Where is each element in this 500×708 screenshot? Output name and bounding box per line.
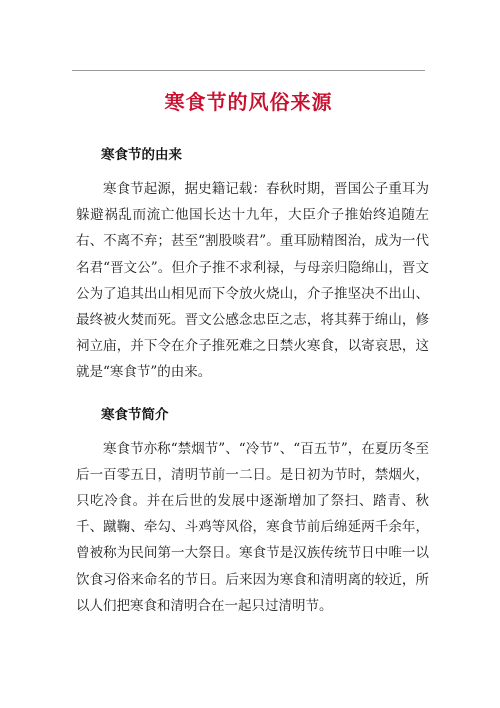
- section-intro: [76, 404, 429, 619]
- document-title: 寒食节的风俗来源: [164, 90, 333, 114]
- document-body: [76, 144, 429, 619]
- section-heading-intro: 寒食节简介: [101, 406, 169, 423]
- section-paragraph-intro: 寒食节亦称“禁烟节”、“冷节”、“百五节”，在夏历冬至后一百零五日，清明节前一二日。是日初为节时，禁烟火，只吃冷食。并在后世的发展中逐渐增加了祭扫、踏青、秋千、蹴鞠、牵勾、斗鸡等风俗，寒食节前后绵延两千余年，曾被称为民间第一大祭日。寒食节是汉族传统节日中唯一以饮食习俗来命名的节日。后来因为寒食和清明离的较近，所以人们把寒食和清明合在一起只过清明节。: [76, 440, 429, 614]
- header-rule: [72, 70, 425, 71]
- section-paragraph-origin: 寒食节起源，据史籍记载：春秋时期，晋国公子重耳为躲避祸乱而流亡他国长达十九年，大臣介子推始终追随左右、不离不弃；甚至“割股啖君”。重耳励精图治，成为一代名君“晋文公”。但介子推不求利禄，与母亲归隐绵山，晋文公为了追其出山相见而下令放火烧山，介子推坚决不出山、最终被火焚而死。晋文公感念忠臣之志，将其葬于绵山，修祠立庙，并下令在介子推死难之日禁火寒食，以寄哀思，这就是“寒食节”的由来。: [76, 181, 429, 381]
- section-heading-origin: 寒食节的由来: [101, 147, 182, 163]
- section-origin: [76, 144, 429, 386]
